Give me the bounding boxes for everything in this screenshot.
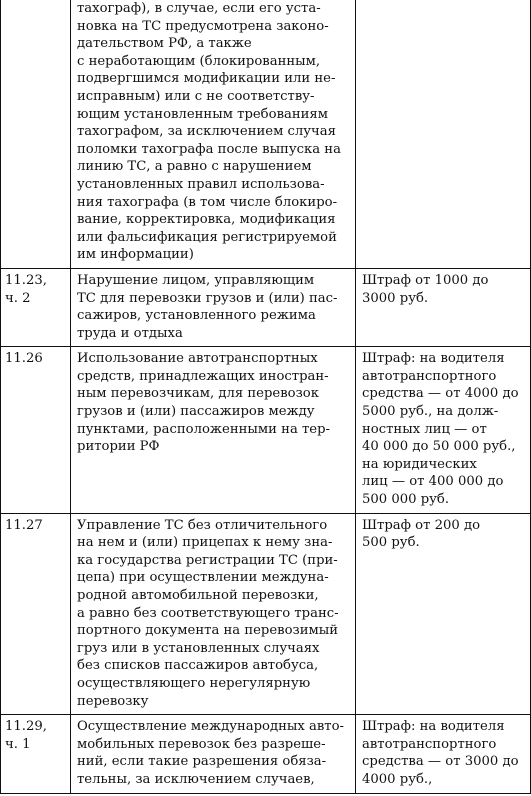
penalty-text-line: Штраф: на водителя — [362, 351, 505, 367]
description-text-line: Использование автотранспортных — [77, 351, 318, 367]
table-row — [1, 715, 531, 793]
penalty-cell — [356, 268, 531, 346]
description-text-line: грузов и (или) пассажиров между — [77, 404, 315, 420]
article-cell — [1, 347, 71, 513]
description-cell — [71, 715, 356, 793]
penalty-text-line: автотранспортного — [362, 368, 497, 384]
article-text-line: 11.26 — [5, 351, 43, 367]
penalty-text-line: Штраф от 1000 до — [362, 272, 489, 288]
penalty-text-line: средства — от 3000 до — [362, 754, 519, 770]
description-text-line: ТС для перевозки грузов и (или) пас- — [77, 290, 338, 306]
description-text-line: осуществляющего нерегулярную — [77, 675, 311, 691]
description-text-line: а равно без соответствующего транс- — [77, 605, 339, 621]
description-text-line: на нем и (или) прицепах к нему зна- — [77, 535, 333, 551]
penalty-text-line: на юридических — [362, 456, 477, 472]
penalty-text-line: 500 000 руб. — [362, 492, 450, 508]
penalty-text-line: Штраф от 200 до — [362, 517, 481, 533]
article-cell — [1, 513, 71, 715]
description-text-line: вание, корректировка, модификация — [77, 212, 336, 228]
table-row — [1, 0, 531, 268]
description-text-line: перевозку — [77, 693, 149, 709]
description-text-line: Управление ТС без отличительного — [77, 517, 328, 533]
description-cell — [71, 0, 356, 268]
description-text-line: Нарушение лицом, управляющим — [77, 272, 315, 288]
table-body — [1, 0, 531, 793]
penalty-text-line: лиц — от 400 000 до — [362, 474, 504, 490]
article-cell — [1, 0, 71, 268]
description-text-line: тахограф), в случае, если его уста- — [77, 1, 321, 16]
description-text-line: им информации) — [77, 247, 194, 263]
penalty-cell — [356, 347, 531, 513]
penalty-text-line: средства — от 4000 до — [362, 386, 519, 402]
description-text-line: тахографом, за исключением случая — [77, 124, 336, 140]
description-cell — [71, 268, 356, 346]
description-text-line: ющим установленным требованиям — [77, 106, 329, 122]
article-text-line: 11.27 — [5, 517, 43, 533]
penalty-text-line: автотранспортного — [362, 736, 497, 752]
description-text-line: новка на ТС предусмотрена законо- — [77, 18, 329, 34]
description-text-line: установленных правил использова- — [77, 176, 325, 192]
description-text-line: ка государства регистрации ТС (при- — [77, 552, 338, 568]
description-text-line: труда и отдыха — [77, 325, 183, 341]
penalty-text-line: ностных лиц — от — [362, 421, 487, 437]
penalty-text-line: 40 000 до 50 000 руб., — [362, 439, 516, 455]
penalty-cell — [356, 715, 531, 793]
table-row — [1, 268, 531, 346]
penalty-text-line: 5000 руб., на долж- — [362, 404, 499, 420]
description-text-line: Осуществление международных авто- — [77, 719, 345, 735]
description-text-line: с неработающим (блокированным, — [77, 53, 321, 69]
table-row — [1, 347, 531, 513]
description-text-line: ний, если такие разрешения обяза- — [77, 754, 327, 770]
description-text-line: родной автомобильной перевозки, — [77, 588, 319, 603]
description-cell — [71, 513, 356, 715]
description-text-line: средств, принадлежащих иностран- — [77, 368, 329, 384]
description-text-line: без списков пассажиров автобуса, — [77, 658, 319, 674]
penalty-text-line: 500 руб. — [362, 535, 420, 551]
penalty-text-line: 3000 руб. — [362, 290, 429, 306]
description-text-line: тельны, за исключением случаев, — [77, 771, 315, 787]
description-text-line: сажиров, установленного режима — [77, 308, 316, 324]
penalty-cell — [356, 0, 531, 268]
description-text-line: ния тахографа (в том числе блокиро- — [77, 194, 338, 210]
penalty-text-line: Штраф: на водителя — [362, 719, 505, 735]
table-row — [1, 513, 531, 715]
description-text-line: подвергшимся модификации или не- — [77, 71, 336, 87]
penalty-cell — [356, 513, 531, 715]
description-text-line: поломки тахографа после выпуска на — [77, 141, 341, 157]
description-text-line: исправным) или с не соответству- — [77, 88, 315, 104]
article-text-line: 11.23, — [5, 272, 47, 288]
description-text-line: груз или в установленных случаях — [77, 640, 320, 656]
description-text-line: портного документа на перевозимый — [77, 623, 339, 639]
description-cell — [71, 347, 356, 513]
article-text-line: ч. 2 — [5, 290, 31, 306]
description-text-line: мобильных перевозок без разреше- — [77, 736, 326, 752]
description-text-line: ритории РФ — [77, 439, 160, 455]
description-text-line: пунктами, расположенными на тер- — [77, 421, 330, 437]
article-text-line: ч. 1 — [5, 736, 31, 752]
description-text-line: цепа) при осуществлении междуна- — [77, 570, 329, 586]
description-text-line: ным перевозчикам, для перевозок — [77, 386, 319, 402]
article-text-line: 11.29, — [5, 719, 47, 735]
description-text-line: или фальсификация регистрируемой — [77, 229, 337, 245]
description-text-line: дательством РФ, а также — [77, 36, 252, 52]
article-cell — [1, 268, 71, 346]
penalty-text-line: 4000 руб., — [362, 771, 433, 787]
article-cell — [1, 715, 71, 793]
description-text-line: линию ТС, а равно с нарушением — [77, 159, 312, 175]
